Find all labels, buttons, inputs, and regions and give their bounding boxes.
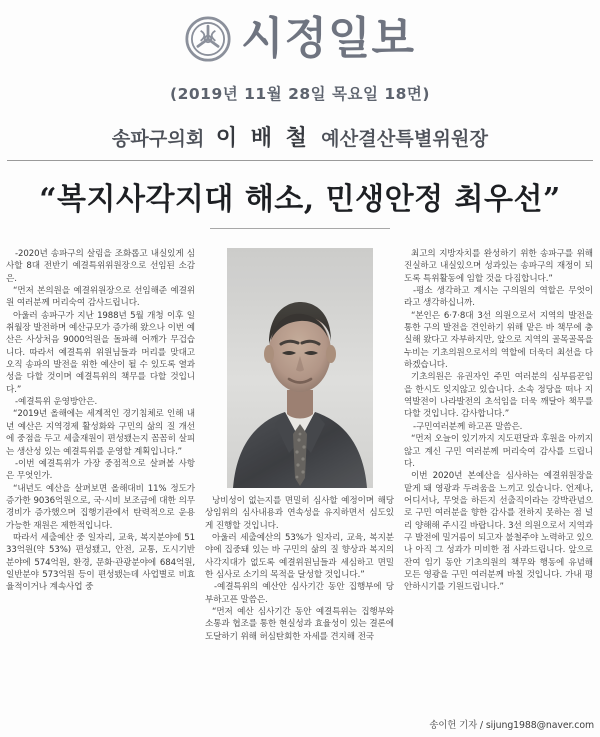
article-paragraph: 기초의원은 유권자인 주민 여러분의 심부름꾼임을 한시도 잊지않고 있습니다. 소속 정당을 떠나 지역발전이 나라발전의 초석임을 더욱 깨달아 책무를 다할 것입니다. 감사합니다.” (404, 372, 593, 420)
article-body (6, 248, 594, 732)
article-question: -예결특위의 예산안 심사기간 동안 집행부에 당부하고픈 말씀은. (205, 582, 394, 605)
article-paragraph: “먼저 예산 심사기간 동안 예결특위는 집행부와 소통과 협조를 통한 현실성과 효율성이 있는 결론에 도달하기 위해 허심탄회한 자세를 견지해 전국 (205, 607, 394, 642)
article-column-1 (6, 248, 195, 732)
page-title: “복지사각지대 해소, 민생안정 최우선” (39, 182, 561, 217)
article-column-3 (404, 248, 593, 732)
masthead-title: 시정일보 (240, 13, 415, 64)
byline: 송이헌 기자 / sijung1988@naver.com (429, 720, 594, 731)
article-paragraph: 아울러 세출예산의 53%가 일자리, 교육, 복지분야에 집중돼 있는 바 구민의 삶의 질 향상과 복지의 사각지대가 없도록 예결위원님들과 세심하고 면밀한 심사로 소기의 목적을 달성할 것입니다.” (205, 533, 394, 581)
article-question: -예결특위 운영방안은. (15, 397, 98, 408)
circular-emblem-icon (185, 16, 231, 62)
article-paragraph: “먼저 오늘이 있기까지 지도편달과 후원을 아끼지 않고 계신 구민 여러분께 머리숙여 감사를 드립니다. (404, 434, 593, 469)
article-question: -2020년 송파구의 살림을 조화롭고 내실있게 심사할 8대 전반기 예결특위위원장으로 선임된 소감은. (6, 249, 195, 284)
article-paragraph: 최고의 지방자치를 완성하기 위한 송파구를 위해 진실하고 내실있으며 성과있는 송파구의 재정이 되도록 특위활동에 임할 것을 다짐합니다.” (404, 249, 593, 284)
article-paragraph: 아울러 송파구가 지난 1988년 5월 개청 이후 일취월장 발전하며 예산규모가 증가해 왔으나 이번 예산은 사상처음 9000억원을 돌파해 어깨가 무겁습니다. 따라서 예결특위 위원님들과 머리를 맞대고 오직 송파의 발전을 위한 예산이 될 수 있도록 열과 성을 다할 것이며 예결특위의 책무를 다할 것입니다.” (6, 310, 195, 395)
article-column-2 (205, 248, 394, 732)
article-paragraph: “2019년 올해에는 세계적인 경기침체로 인해 내년 예산은 지역경제 활성화와 구민의 삶의 질 개선에 중점을 두고 세출재원이 편성됐는지 꼼꼼히 살피는 생산성 있는 예결특위를 운영할 계획입니다.” (6, 409, 195, 457)
article-question: -평소 생각하고 계시는 구의원의 역할은 무엇이라고 생각하십니까. (404, 286, 593, 309)
subhead-role: 예산결산특별위원장 (321, 128, 489, 150)
article-paragraph: 따라서 세출예산 중 일자리, 교육, 복지분야에 5133억원(약 53%) 편성됐고, 안전, 교통, 도시기반 분야에 574억원, 환경, 문화·관광분야에 684억원, 일반분야 573억원 등이 편성됐는데 사업별로 비효율적이거나 계속사업 중 (6, 532, 195, 593)
article-paragraph: “먼저 본의원을 예결위원장으로 선임해준 예결위원 여러분께 머리숙여 감사드립니다. (6, 286, 195, 309)
subhead (0, 121, 600, 152)
header-divider (7, 160, 593, 161)
portrait-photo (227, 248, 373, 488)
article-question: -구민여러분께 하고픈 말씀은. (413, 421, 523, 432)
headline-divider (210, 228, 390, 229)
dateline: (2019년 11월 28일 목요일 18면) (170, 85, 430, 103)
article-paragraph: 낭비성이 없는지를 면밀히 심사할 예정이며 해당 상임위의 심사내용과 연속성을 유지하면서 심도있게 진행할 것입니다. (205, 496, 394, 531)
subhead-organization: 송파구의회 (111, 128, 205, 150)
subhead-person-name: 이 배 철 (215, 126, 310, 151)
article-paragraph: 이번 2020년 본예산을 심사하는 예결위원장을 맡게 돼 영광과 두려움을 느끼고 있습니다. 언제나, 어디서나, 무엇을 하든지 선출직이라는 강박관념으로 구민 여러분을 향한 감사를 전하지 못하는 점 널리 양해해 주시길 바랍니다. 3선 의원으로서 지역과 구 발전에 밀거름이 되고자 불철주야 노력하고 있으나 아직 그 성과가 미비한 점 사과드립니다. 앞으로 잔여 임기 동안 기초의원의 책무와 행동에 유념해 모든 영광을 구민 여러분께 바칠 것입니다. 가내 평안하시기를 기원드립니다.” (404, 471, 593, 593)
article-question: -이번 예결특위가 가장 중점적으로 살펴볼 사항은 무엇인가. (6, 458, 195, 482)
article-paragraph: “본인은 6·7·8대 3선 의원으로서 지역의 발전을 통한 구의 발전을 견인하기 위해 맡은 바 책무에 충실해 왔다고 자부하지만, 앞으로 지역의 골목골목을 누비는 기초의원으로서의 역할에 더욱더 최선을 다하겠습니다. (404, 310, 593, 371)
article-paragraph: “내년도 예산을 살펴보면 올해대비 11% 정도가 증가한 9036억원으로, 국·시비 보조금에 대한 의무경비가 증가했으며 집행기관에서 탄력적으로 운용가능한 재원은 제한적입니다. (6, 483, 195, 531)
masthead (0, 0, 600, 72)
